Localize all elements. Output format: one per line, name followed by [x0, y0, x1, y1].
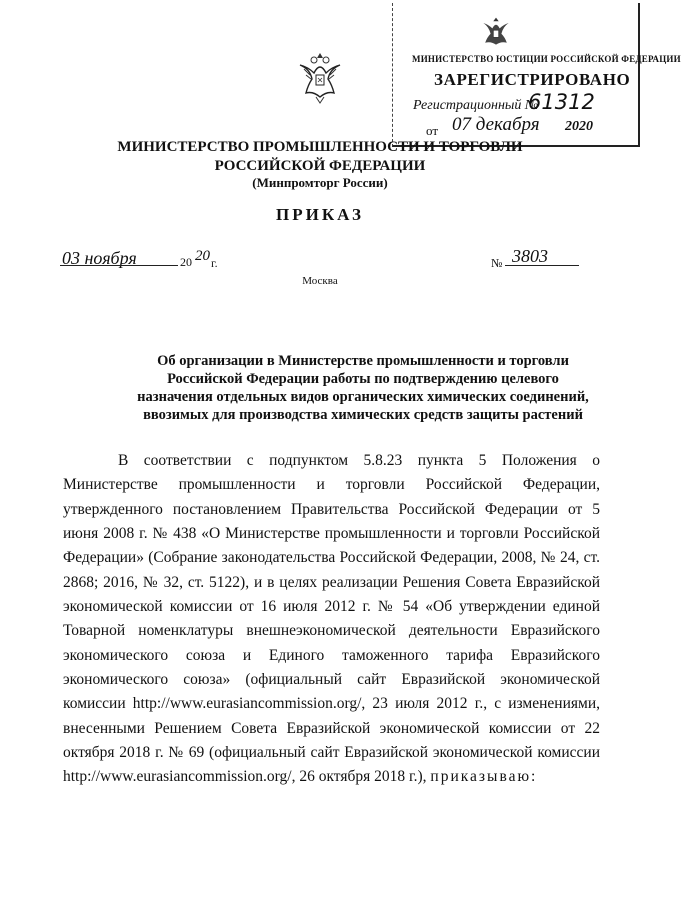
order-year: 20 [195, 248, 210, 264]
coat-of-arms-icon [478, 13, 514, 51]
body-paragraph [63, 449, 600, 790]
number-underline [505, 265, 579, 266]
order-number-label: № [491, 256, 503, 270]
stamp-date-prefix: от [426, 123, 439, 138]
coat-of-arms-icon [296, 51, 344, 105]
stamp-reg-number: 61312 [528, 90, 595, 114]
stamp-status: ЗАРЕГИСТРИРОВАНО [434, 70, 631, 89]
body-text: В соответствии с подпунктом 5.8.23 пункта 5 Положения о Министерстве промышленности и торговли Российской Федерации, утвержденного постановлением Правительства Российской Федерации от 5 июня 2008 г. № 438 «О Министерстве промышленности и торговли Российской Федерации» (Собрание законодательства Российской Федерации, 2008, № 24, ст. 2868; 2016, № 32, ст. 5122), и в целях реализации Решения Совета Евразийской экономической комиссии от 16 июля 2012 г. № 54 «Об утверждении единой Товарной номенклатуры внешнеэкономической деятельности Евразийского экономического союза и Единого таможенного тарифа Евразийского экономического союза» (официальный сайт Евразийской экономической комиссии http://www.eurasiancommission.org/, 23 июля 2012 г., с изменениями, внесенными Решением Совета Евразийской экономической комиссии от 22 октября 2018 г. № 69 (официальный сайт Евразийской экономической комиссии http://www.eurasiancommission.org/, 26 октября 2018 г.), [63, 452, 600, 786]
order-year-suffix: г. [211, 256, 218, 270]
document-title: Об организации в Министерстве промышленности и торговли Российской Федерации работы по подтверждению целевого назначения отдельных видов органических химических соединений, ввозимых для производства химических средств защиты растений [137, 353, 589, 423]
city: Москва [302, 275, 338, 287]
order-date: 03 ноября [62, 248, 137, 268]
stamp-date: 07 декабря [452, 114, 540, 135]
document-body [63, 449, 600, 790]
closing-word: приказываю: [430, 768, 538, 786]
ministry-name-line1: МИНИСТЕРСТВО ПРОМЫШЛЕННОСТИ И ТОРГОВЛИ [117, 139, 523, 155]
document-type: ПРИКАЗ [276, 205, 364, 224]
order-year-prefix: 20 [180, 255, 192, 269]
ministry-short-name: (Минпромторг России) [252, 175, 388, 190]
order-number: 3803 [512, 246, 548, 266]
stamp-reg-label: Регистрационный № [413, 98, 539, 113]
ministry-name-line2: РОССИЙСКОЙ ФЕДЕРАЦИИ [214, 158, 426, 174]
date-underline [60, 265, 178, 266]
stamp-year: 2020 [565, 119, 593, 134]
stamp-ministry-name: МИНИСТЕРСТВО ЮСТИЦИИ РОССИЙСКОЙ ФЕДЕРАЦИИ [412, 54, 681, 64]
